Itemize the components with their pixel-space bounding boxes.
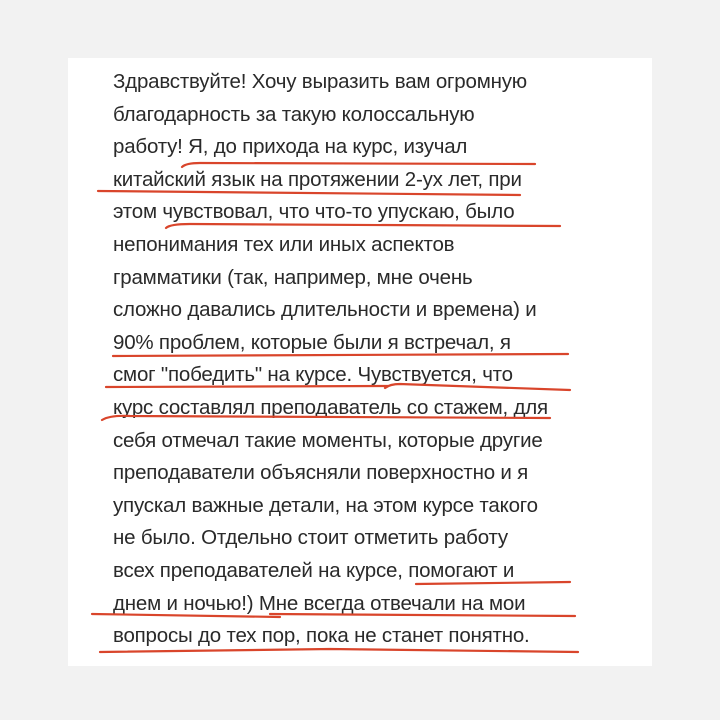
underline xyxy=(98,191,520,195)
review-line: преподаватели объясняли поверхностно и я xyxy=(113,461,529,485)
underline xyxy=(106,384,570,390)
review-line: работу! Я, до прихода на курс, изучал xyxy=(113,135,468,159)
review-line: этом чувствовал, что что-то упускаю, было xyxy=(113,200,515,224)
review-line: курс составлял преподаватель со стажем, для xyxy=(113,395,548,419)
review-line: всех преподавателей на курсе, помогают и xyxy=(113,558,515,582)
underline xyxy=(113,354,568,356)
review-line: вопросы до тех пор, пока не станет понятно. xyxy=(113,624,530,648)
review-line: непонимания тех или иных аспектов xyxy=(113,232,455,256)
underline xyxy=(182,163,535,167)
review-line: днем и ночью!) Мне всегда отвечали на мои xyxy=(113,591,526,615)
underline xyxy=(416,582,570,584)
review-line: смог "победить" на курсе. Чувствуется, что xyxy=(113,363,513,387)
review-line: китайский язык на протяжении 2-ух лет, при xyxy=(113,167,522,191)
review-line: не было. Отдельно стоит отметить работу xyxy=(113,526,508,550)
underline xyxy=(100,649,578,652)
underline xyxy=(166,224,560,228)
review-line: себя отмечал такие моменты, которые другие xyxy=(113,428,543,452)
review-line: Здравствуйте! Хочу выразить вам огромную xyxy=(113,70,527,93)
review-line: грамматики (так, например, мне очень xyxy=(113,265,473,289)
review-line: благодарность за такую колоссальную xyxy=(113,102,475,126)
review-line: сложно давались длительности и времена) и xyxy=(113,298,537,322)
underline xyxy=(102,416,550,420)
underline xyxy=(92,614,575,617)
review-line: упускал важные детали, на этом курсе такого xyxy=(113,493,538,517)
review-line: 90% проблем, которые были я встречал, я xyxy=(113,330,511,354)
